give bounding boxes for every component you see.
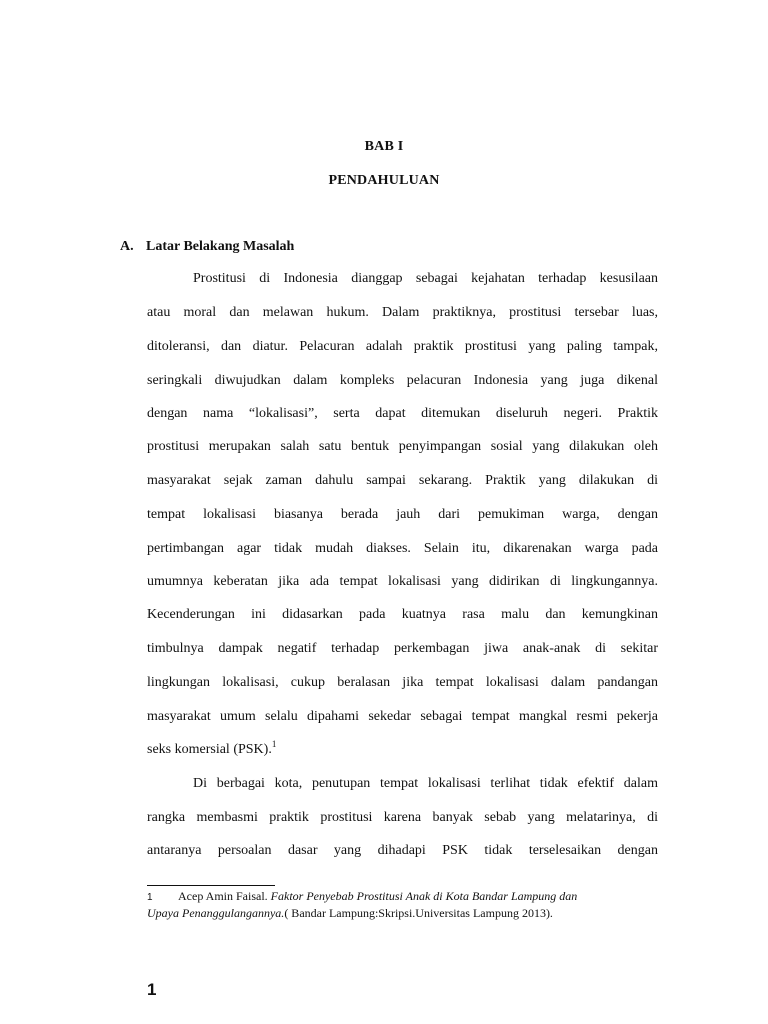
paragraph-1-line-6: prostitusi merupakan salah satu bentuk penyimpangan sosial yang dilakukan oleh xyxy=(147,439,658,454)
paragraph-1-line-14: masyarakat umum selalu dipahami sekedar sebagai tempat mangkal resmi pekerja xyxy=(147,709,658,724)
footnote-title-part-1: Faktor Penyebab Prostitusi Anak di Kota Bandar Lampung dan xyxy=(270,889,578,903)
footnote-publisher: ( Bandar Lampung:Skripsi.Universitas Lampung 2013). xyxy=(284,906,553,920)
paragraph-2-line-3: antaranya persoalan dasar yang dihadapi PSK tidak terselesaikan dengan xyxy=(147,843,658,858)
footnote-number: 1 xyxy=(147,892,153,903)
paragraph-1-line-13: lingkungan lokalisasi, cukup beralasan jika tempat lokalisasi dalam pandangan xyxy=(147,675,658,690)
page-number: 1 xyxy=(147,980,157,999)
paragraph-1-line-10: umumnya keberatan jika ada tempat lokalisasi yang didirikan di lingkungannya. xyxy=(147,574,658,589)
section-title: Latar Belakang Masalah xyxy=(146,239,295,254)
footnote-line-1 xyxy=(147,889,658,905)
paragraph-1-line-15 xyxy=(147,739,658,758)
paragraph-1-line-8: tempat lokalisasi biasanya berada jauh dari pemukiman warga, dengan xyxy=(147,507,658,522)
footnote-reference[interactable]: 1 xyxy=(271,739,277,749)
paragraph-2-line-1: Di berbagai kota, penutupan tempat lokalisasi terlihat tidak efektif dalam xyxy=(193,776,658,791)
paragraph-1-line-7: masyarakat sejak zaman dahulu sampai sekarang. Praktik yang dilakukan di xyxy=(147,473,658,488)
section-letter: A. xyxy=(120,239,134,254)
footnote-author: Acep Amin Faisal. xyxy=(178,889,268,903)
paragraph-1-line-3: ditoleransi, dan diatur. Pelacuran adalah praktik prostitusi yang paling tampak, xyxy=(147,339,658,354)
paragraph-1-line-11: Kecenderungan ini didasarkan pada kuatnya rasa malu dan kemungkinan xyxy=(147,607,658,622)
paragraph-2-line-2: rangka membasmi praktik prostitusi karena banyak sebab yang melatarinya, di xyxy=(147,810,658,825)
paragraph-1-line-9: pertimbangan agar tidak mudah diakses. Selain itu, dikarenakan warga pada xyxy=(147,541,658,556)
paragraph-1-line-1: Prostitusi di Indonesia dianggap sebagai kejahatan terhadap kesusilaan xyxy=(193,271,658,286)
paragraph-1-line-2: atau moral dan melawan hukum. Dalam praktiknya, prostitusi tersebar luas, xyxy=(147,305,658,320)
paragraph-1-line-15-text: seks komersial (PSK). xyxy=(147,742,272,757)
footnote-line-2 xyxy=(147,906,658,920)
paragraph-1-line-4: seringkali diwujudkan dalam kompleks pelacuran Indonesia yang juga dikenal xyxy=(147,373,658,388)
chapter-subtitle: PENDAHULUAN xyxy=(328,173,440,188)
paragraph-1-line-5: dengan nama “lokalisasi”, serta dapat ditemukan diseluruh negeri. Praktik xyxy=(147,406,658,421)
section-heading xyxy=(120,239,294,255)
paragraph-1-line-12: timbulnya dampak negatif terhadap perkembagan jiwa anak-anak di sekitar xyxy=(147,641,658,656)
chapter-title: BAB I xyxy=(364,139,404,154)
footnote-separator xyxy=(147,885,275,886)
footnote-title-part-2: Upaya Penanggulangannya. xyxy=(147,906,285,920)
